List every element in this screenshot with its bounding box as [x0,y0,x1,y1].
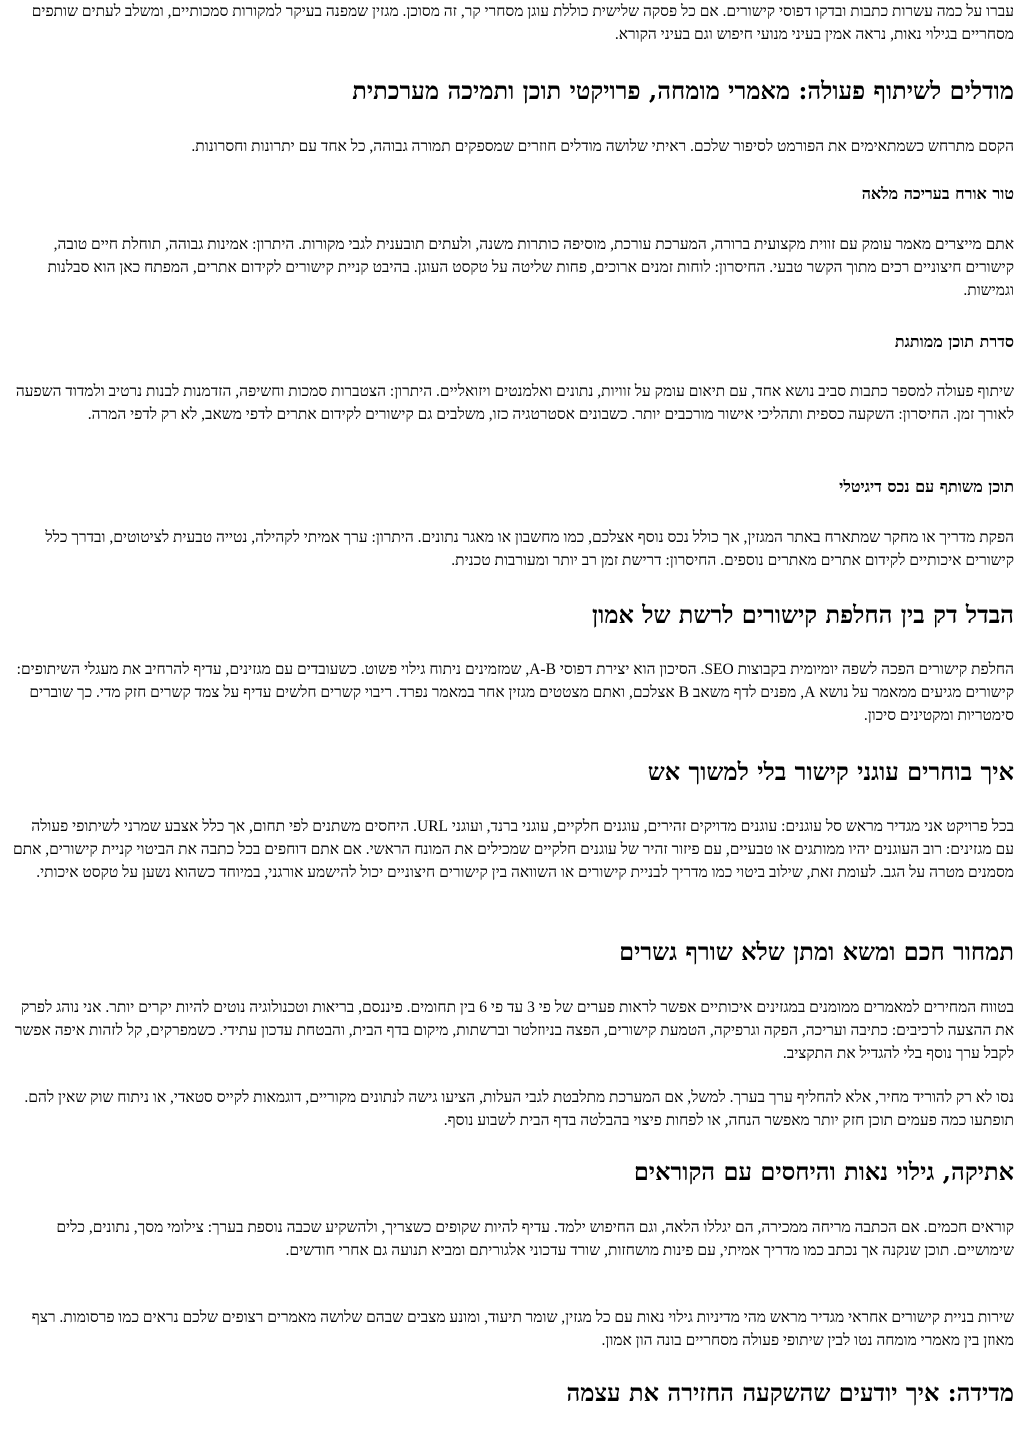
exchange-paragraph: החלפת קישורים הפכה לשפה יומיומית בקבוצות SEO. הסיכון הוא יצירת דפוסי A-B, שמזמינים ניתוח גילוי פשוט. כשעובדים עם מגזינים, עדיף להרחיב את מעגלי השיתופים: קישורים מגיעים ממאמר על נושא A, מפנים לדף משאב B אצלכם, ואתם מצטטים מגזין אחר במאמר נפרד. ריבוי קשרים חלשים עדיף על צמד קשרים חזק מדי. כך שוברים סימטריות ומקטינים סיכון. [16,661,1014,724]
intro-paragraph: עברו על כמה עשרות כתבות ובדקו דפוסי קישורים. אם כל פסקה שלישית כוללת עוגן מסחרי קר, זה מסוכן. מגזין שמפנה בעיקר למקורות סמכותיים, ומשלב לעתים שותפים מסחריים בגילוי נאות, נראה אמין בעיני מנועי חיפוש וגם בעיני הקורא. [31,3,1014,43]
section-heading-exchange: הבדל דק בין החלפת קישורים לרשת של אמון [591,600,1014,629]
subheading-branded-series: סדרת תוכן ממותגת [894,332,1014,351]
anchors-paragraph: בכל פרויקט אני מגדיר מראש סל עוגנים: עוגנים מדויקים זהירים, עוגנים חלקיים, עוגני ברנד, ועוגני URL. היחסים משתנים לפי תחום, אך כלל אצבע שמרני לשיתופי פעולה עם מגזינים: רוב העוגנים יהיו ממותגים או טבעיים, עם פיזור זהיר של עוגנים חלקיים שמכילים את המונח הראשי. אם אתם דוחפים בכל כתבה את הביטוי קניית קישורים, אתם מסמנים מטרה על הגב. לעומת זאת, שילוב ביטוי כמו מדריך לבניית קישורים או השוואה בין קישורים חיצוניים יכול להישמע אורגני, במיוחד כשהוא נשען על טקסט איכותי. [12,818,1014,881]
branded-series-paragraph: שיתוף פעולה למספר כתבות סביב נושא אחד, עם תיאום עומק על זוויות, נתונים ואלמנטים ויזואליים. היתרון: הצטברות סמכות וחשיפה, הזדמנות לבנות נרטיב ולמדוד השפעה לאורך זמן. החיסרון: השקעה כספית ותהליכי אישור מורכבים יותר. כשבונים אסטרטגיה כזו, משלבים גם קישורים לקידום אתרים לדפי משאב, לא רק לדפי המרה. [15,383,1014,423]
subheading-shared-asset: תוכן משותף עם נכס דיגיטלי [839,477,1014,496]
section-heading-anchors: איך בוחרים עוגני קישור בלי למשוך אש [647,757,1014,786]
ethics-paragraph-1: קוראים חכמים. אם הכתבה מריחה ממכירה, הם יגללו הלאה, וגם החיפוש ילמד. עדיף להיות שקופים כשצריך, ולהשקיע שכבה נוספת בערך: צילומי מסך, נתונים, כלים שימושיים. תוכן שנקנה אך נכתב כמו מדריך אמיתי, עם פינות מושחזות, שורד עדכוני אלגוריתם ומביא תנועה גם אחרי חודשים. [56,1219,1014,1259]
section-heading-measurement: מדידה: איך יודעים שהשקעה החזירה את עצמה [566,1378,1014,1407]
ethics-paragraph-2: שירות בניית קישורים אחראי מגדיר מראש מהי מדיניות גילוי נאות עם כל מגזין, שומר תיעוד, ומונע מצבים שבהם שלושה מאמרים רצופים שלכם נראים כמו פרסומות. רצף מאוזן בין מאמרי מומחה נטו לבין שיתופי פעולה מסחריים בונה הון אמון. [31,1309,1014,1349]
models-intro-paragraph: הקסם מתרחש כשמתאימים את הפורמט לסיפור שלכם. ראיתי שלושה מודלים חוזרים שמספקים תמורה גבוהה, כל אחד עם יתרונות וחסרונות. [191,138,1014,155]
section-heading-pricing: תמחור חכם ומשא ומתן שלא שורף גשרים [619,937,1014,966]
subheading-guest-tour: טור אורח בעריכה מלאה [861,184,1014,203]
pricing-paragraph-2: נסו לא רק להוריד מחיר, אלא להחליף ערך בערך. למשל, אם המערכת מתלבטת לגבי העלות, הציעו גישה לנתונים מקוריים, דוגמאות לקייס סטאדי, או ניתוח שוק שאין להם. תופתעו כמה פעמים תוכן חזק יותר מאפשר הנחה, או לפחות פיצוי בהבלטה בדף הבית לשבוע נוסף. [24,1089,1014,1129]
section-heading-ethics: אתיקה, גילוי נאות והיחסים עם הקוראים [633,1157,1014,1186]
guest-tour-paragraph: אתם מייצרים מאמר עומק עם זווית מקצועית ברורה, המערכת עורכת, מוסיפה כותרות משנה, ולעתים תובענית לגבי מקורות. היתרון: אמינות גבוהה, תוחלת חיים טובה, קישורים חיצוניים רכים מתוך הקשר טבעי. החיסרון: לוחות זמנים ארוכים, פחות שליטה על טקסט העוגן. בהיבט קניית קישורים לקידום אתרים, המפתח כאן הוא סבלנות וגמישות. [47,236,1014,299]
shared-asset-paragraph: הפקת מדריך או מחקר שמתארח באתר המגזין, אך כולל נכס נוסף אצלכם, כמו מחשבון או מאגר נתונים. היתרון: ערך אמיתי לקהילה, נטייה טבעית לציטוטים, ובדרך כלל קישורים איכותיים לקידום אתרים מאתרים נוספים. החיסרון: דרישת זמן רב יותר ומעורבות טכנית. [45,529,1014,569]
section-heading-models: מודלים לשיתוף פעולה: מאמרי מומחה, פרויקטי תוכן ותמיכה מערכתית [352,76,1014,105]
pricing-paragraph-1: בטווח המחירים למאמרים ממומנים במגזינים איכותיים אפשר לראות פערים של פי 3 עד פי 6 בין תחומים. פיננסם, בריאות וטכנולוגיה נוטים להיות יקרים יותר. אני נוהג לפרק את ההצעה לרכיבים: כתיבה ועריכה, הפקה וגרפיקה, הטמעת קישורים, הפצה בניוזלטר וברשתות, מיקום בדף הבית, והבטחת עדכון עתידי. כשמפרקים, קל לזהות איפה אפשר לקבל ערך נוסף בלי להגדיל את התקציב. [14,999,1014,1062]
